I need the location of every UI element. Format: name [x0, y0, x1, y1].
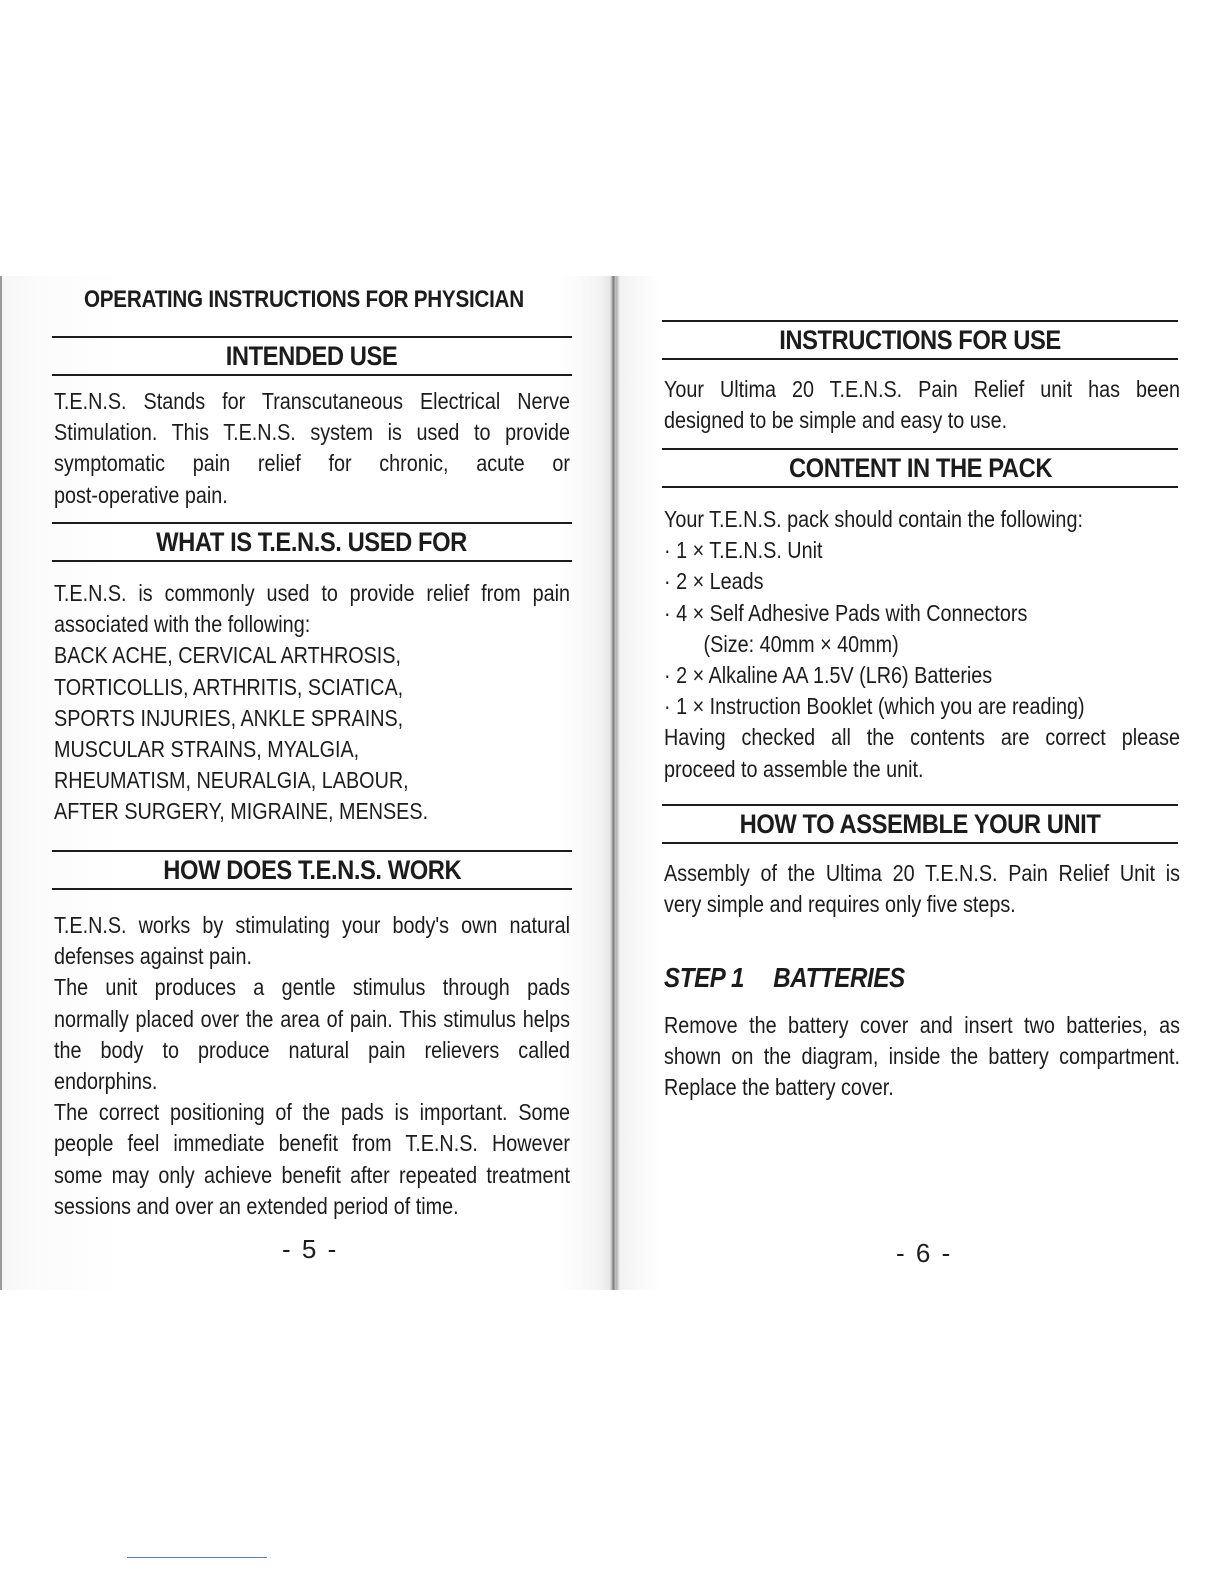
how-does-tens-work-text: T.E.N.S. works by stimulating your body's own natural defenses against pain. The unit produces a gentle stimulus through pads normally placed over the area of pain. This stimulus helps the body to produce natural pain relievers called endorphins. The correct positioning of the pads is important. Some people feel immediate benefit from T.E.N.S. However some may only achieve benefit after repeated treatment sessions and over an extended period of time.	[54, 912, 570, 1219]
page-number: - 6 -	[896, 1238, 953, 1268]
list-item: · 2 × Alkaline AA 1.5V (LR6) Batteries	[664, 662, 993, 689]
list-item: · 1 × T.E.N.S. Unit	[664, 537, 823, 564]
how-to-assemble-text: Assembly of the Ultima 20 T.E.N.S. Pain Relief Unit is very simple and requires only five steps.	[664, 860, 1180, 918]
what-is-tens-used-for-text: T.E.N.S. is commonly used to provide relief from pain associated with the following: BACK ACHE, CERVICAL ARTHROSIS, TORTICOLLIS, ARTHRITIS, SCIATICA, SPORTS INJURIES, ANKLE SPRAINS, MUSCULAR STRAINS, MYALGIA, RHEUMATISM, NEURALGIA, LABOUR, AFTER SURGERY, MIGRAINE, MENSES.	[54, 580, 570, 825]
section-heading-how-to-assemble: HOW TO ASSEMBLE YOUR UNIT	[662, 804, 1178, 844]
step-heading	[664, 962, 944, 994]
list-item: Your T.E.N.S. pack should contain the following:	[664, 506, 1083, 532]
intended-use-text: T.E.N.S. Stands for Transcutaneous Electrical Nerve Stimulation. This T.E.N.S. system is used to provide symptomatic pain relief for chronic, acute or post-operative pain.	[54, 388, 570, 508]
instructions-for-use-text: Your Ultima 20 T.E.N.S. Pain Relief unit has been designed to be simple and easy to use.	[664, 376, 1180, 434]
section-heading-content-in-the-pack: CONTENT IN THE PACK	[662, 448, 1178, 488]
list-item: · 4 × Self Adhesive Pads with Connectors	[664, 599, 1028, 626]
list-item: · 2 × Leads	[664, 568, 764, 595]
page-title: OPERATING INSTRUCTIONS FOR PHYSICIAN	[84, 286, 524, 313]
step-number: STEP 1	[664, 962, 745, 993]
list-item: · 1 × Instruction Booklet (which you are reading)	[664, 693, 1085, 720]
booklet-spine	[611, 276, 616, 1290]
step-1-text: Remove the battery cover and insert two batteries, as shown on the diagram, inside the battery compartment. Replace the battery cover.	[664, 1012, 1180, 1101]
section-heading-intended-use: INTENDED USE	[52, 336, 572, 376]
content-in-the-pack-text: Your T.E.N.S. pack should contain the following: · 1 × T.E.N.S. Unit · 2 × Leads · 4 × Self Adhesive Pads with Connectors (Size: 40mm × 40mm) · 2 × Alkaline AA 1.5V (LR6) Batteries · 1 × Instruction Booklet (which you are reading) Having checked all the contents are correct please proceed to assemble the unit.	[664, 506, 1180, 782]
section-heading-how-does-tens-work: HOW DOES T.E.N.S. WORK	[52, 850, 572, 890]
scan-artifact-line	[127, 1557, 267, 1558]
section-heading-what-is-tens-used-for: WHAT IS T.E.N.S. USED FOR	[52, 522, 572, 562]
page-number: - 5 -	[282, 1234, 339, 1264]
section-heading-instructions-for-use: INSTRUCTIONS FOR USE	[662, 320, 1178, 360]
list-item: (Size: 40mm × 40mm)	[703, 630, 899, 657]
page-edge	[0, 276, 2, 1290]
step-title: BATTERIES	[773, 962, 905, 993]
